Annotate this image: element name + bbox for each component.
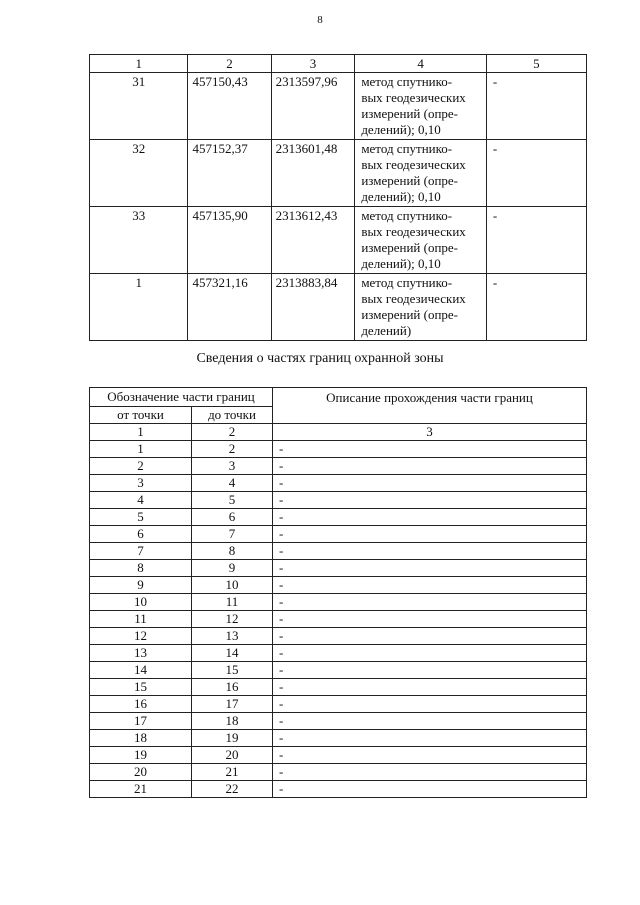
page-number: 8 — [317, 14, 323, 26]
boundary-description: - — [273, 696, 587, 713]
parts-table-body — [90, 441, 587, 798]
boundary-description: - — [273, 662, 587, 679]
from-point: 18 — [90, 730, 192, 747]
from-point: 3 — [90, 475, 192, 492]
method-line: делений); 0,10 — [361, 189, 441, 204]
note-cell: - — [486, 274, 586, 341]
method-line: метод спутнико- — [361, 275, 453, 290]
header-col-2: 2 — [188, 55, 271, 73]
to-point: 13 — [192, 628, 273, 645]
to-point: 20 — [192, 747, 273, 764]
boundary-description: - — [273, 713, 587, 730]
header-description: Описание прохождения части границ — [273, 388, 587, 424]
from-point: 21 — [90, 781, 192, 798]
table-row — [90, 645, 587, 662]
table-row — [90, 577, 587, 594]
boundary-description: - — [273, 475, 587, 492]
boundary-description: - — [273, 594, 587, 611]
from-point: 14 — [90, 662, 192, 679]
table-row — [90, 140, 587, 207]
parts-table-header — [90, 388, 587, 407]
header-col-1: 1 — [90, 55, 188, 73]
to-point: 18 — [192, 713, 273, 730]
column-number: 3 — [273, 424, 587, 441]
table-row — [90, 543, 587, 560]
from-point: 5 — [90, 509, 192, 526]
method-line: вых геодезических — [361, 90, 466, 105]
boundary-parts-table — [89, 387, 587, 798]
method-line: измерений (опре- — [361, 173, 458, 188]
section-title: Сведения о частях границ охранной зоны — [196, 351, 444, 366]
x-coordinate: 457135,90 — [188, 207, 271, 274]
method-cell — [355, 207, 487, 274]
column-number: 1 — [90, 424, 192, 441]
boundary-description: - — [273, 526, 587, 543]
from-point: 19 — [90, 747, 192, 764]
table-row — [90, 207, 587, 274]
boundary-description: - — [273, 560, 587, 577]
from-point: 8 — [90, 560, 192, 577]
to-point: 17 — [192, 696, 273, 713]
to-point: 15 — [192, 662, 273, 679]
table-row — [90, 492, 587, 509]
table-row — [90, 509, 587, 526]
table-row — [90, 713, 587, 730]
table-row — [90, 747, 587, 764]
note-cell: - — [486, 207, 586, 274]
boundary-description: - — [273, 441, 587, 458]
method-cell — [355, 274, 487, 341]
boundary-description: - — [273, 458, 587, 475]
boundary-description: - — [273, 577, 587, 594]
to-point: 19 — [192, 730, 273, 747]
x-coordinate: 457150,43 — [188, 73, 271, 140]
note-cell: - — [486, 140, 586, 207]
boundary-description: - — [273, 628, 587, 645]
coordinates-table-header — [90, 55, 587, 73]
y-coordinate: 2313883,84 — [271, 274, 355, 341]
to-point: 6 — [192, 509, 273, 526]
to-point: 16 — [192, 679, 273, 696]
method-line: метод спутнико- — [361, 74, 453, 89]
from-point: 16 — [90, 696, 192, 713]
method-line: делений) — [361, 323, 412, 338]
header-col-4: 4 — [355, 55, 487, 73]
from-point: 13 — [90, 645, 192, 662]
table-row — [90, 458, 587, 475]
y-coordinate: 2313612,43 — [271, 207, 355, 274]
point-number: 31 — [90, 73, 188, 140]
table-row — [90, 781, 587, 798]
y-coordinate: 2313601,48 — [271, 140, 355, 207]
to-point: 2 — [192, 441, 273, 458]
x-coordinate: 457321,16 — [188, 274, 271, 341]
to-point: 3 — [192, 458, 273, 475]
header-col-5: 5 — [486, 55, 586, 73]
table-row — [90, 475, 587, 492]
from-point: 11 — [90, 611, 192, 628]
method-line: метод спутнико- — [361, 141, 453, 156]
boundary-description: - — [273, 781, 587, 798]
from-point: 6 — [90, 526, 192, 543]
table-row — [90, 560, 587, 577]
table-row — [90, 73, 587, 140]
to-point: 11 — [192, 594, 273, 611]
from-point: 15 — [90, 679, 192, 696]
coordinates-table — [89, 54, 587, 341]
to-point: 22 — [192, 781, 273, 798]
point-number: 1 — [90, 274, 188, 341]
table-row — [90, 274, 587, 341]
from-point: 9 — [90, 577, 192, 594]
to-point: 21 — [192, 764, 273, 781]
method-line: метод спутнико- — [361, 208, 453, 223]
table-row — [90, 730, 587, 747]
header-to-point: до точки — [192, 407, 273, 424]
method-line: делений); 0,10 — [361, 256, 441, 271]
from-point: 7 — [90, 543, 192, 560]
from-point: 20 — [90, 764, 192, 781]
boundary-description: - — [273, 730, 587, 747]
to-point: 12 — [192, 611, 273, 628]
to-point: 8 — [192, 543, 273, 560]
column-numbers-row — [90, 424, 587, 441]
table-row — [90, 526, 587, 543]
point-number: 32 — [90, 140, 188, 207]
method-line: вых геодезических — [361, 157, 466, 172]
boundary-description: - — [273, 645, 587, 662]
table-row — [90, 696, 587, 713]
y-coordinate: 2313597,96 — [271, 73, 355, 140]
column-number: 2 — [192, 424, 273, 441]
boundary-description: - — [273, 747, 587, 764]
method-line: вых геодезических — [361, 291, 466, 306]
to-point: 9 — [192, 560, 273, 577]
table-row — [90, 594, 587, 611]
point-number: 33 — [90, 207, 188, 274]
to-point: 14 — [192, 645, 273, 662]
from-point: 2 — [90, 458, 192, 475]
method-line: делений); 0,10 — [361, 122, 441, 137]
header-boundary-designation: Обозначение части границ — [90, 388, 273, 407]
x-coordinate: 457152,37 — [188, 140, 271, 207]
to-point: 4 — [192, 475, 273, 492]
table-row — [90, 441, 587, 458]
boundary-description: - — [273, 543, 587, 560]
table-row — [90, 662, 587, 679]
header-from-point: от точки — [90, 407, 192, 424]
to-point: 10 — [192, 577, 273, 594]
method-cell — [355, 73, 487, 140]
boundary-description: - — [273, 679, 587, 696]
table-row — [90, 764, 587, 781]
boundary-description: - — [273, 611, 587, 628]
boundary-description: - — [273, 509, 587, 526]
header-col-3: 3 — [271, 55, 355, 73]
table-row — [90, 611, 587, 628]
boundary-description: - — [273, 492, 587, 509]
method-line: измерений (опре- — [361, 307, 458, 322]
from-point: 10 — [90, 594, 192, 611]
table-row — [90, 628, 587, 645]
from-point: 17 — [90, 713, 192, 730]
method-line: вых геодезических — [361, 224, 466, 239]
method-line: измерений (опре- — [361, 240, 458, 255]
method-line: измерений (опре- — [361, 106, 458, 121]
to-point: 7 — [192, 526, 273, 543]
from-point: 12 — [90, 628, 192, 645]
from-point: 1 — [90, 441, 192, 458]
boundary-description: - — [273, 764, 587, 781]
to-point: 5 — [192, 492, 273, 509]
method-cell — [355, 140, 487, 207]
from-point: 4 — [90, 492, 192, 509]
note-cell: - — [486, 73, 586, 140]
table-row — [90, 679, 587, 696]
